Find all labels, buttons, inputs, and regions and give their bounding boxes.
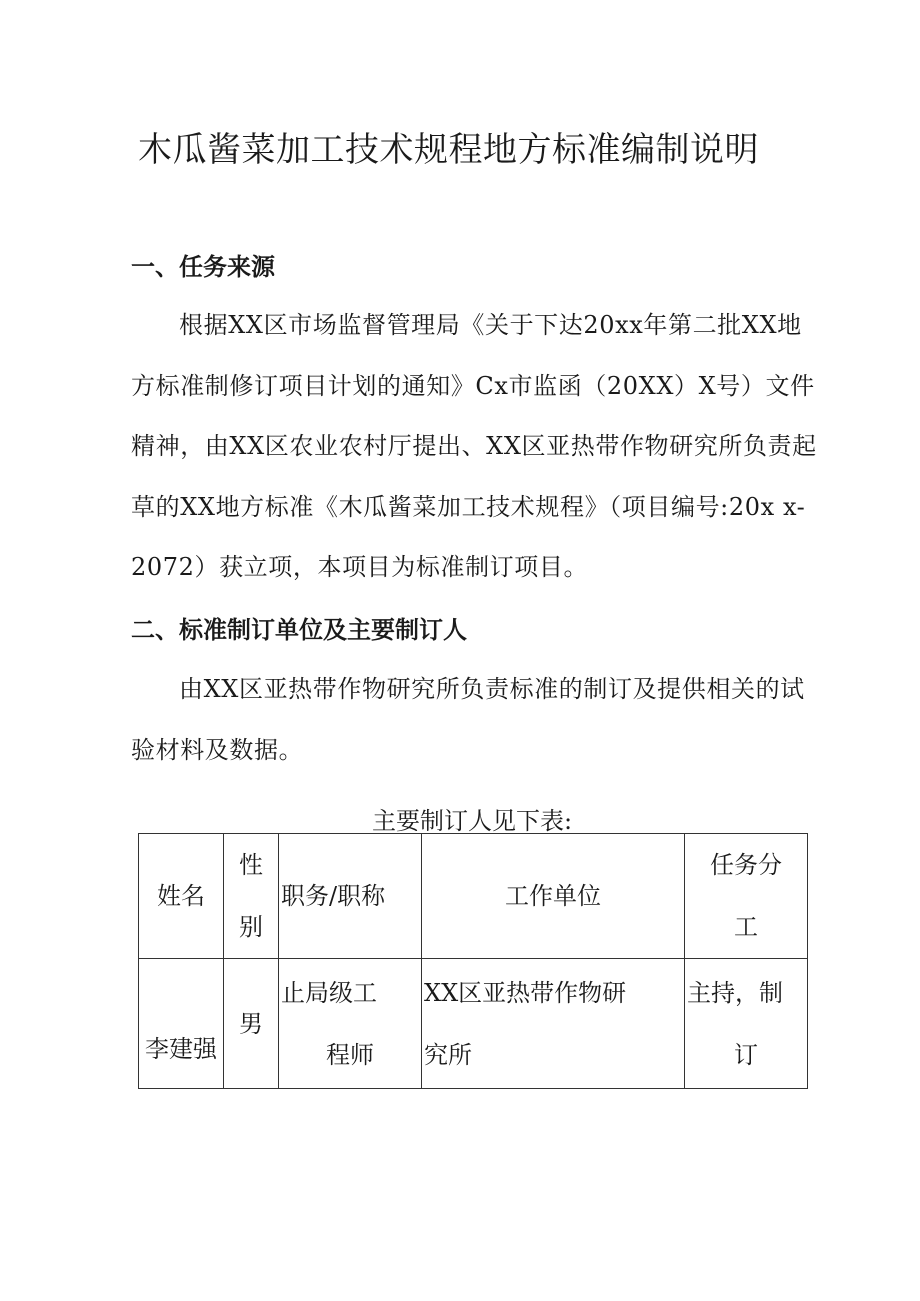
staff-table <box>138 833 808 1089</box>
cell-unit: XX区亚热带作物研 究所 <box>422 959 685 1089</box>
header-unit: 工作单位 <box>422 834 685 959</box>
cell-task: 主持，制 订 <box>685 959 808 1089</box>
section-body-task-source: 根据XX区市场监督管理局《关于下达20xx年第二批XX地方标准制修订项目计划的通知》Cx市监函（20XX）X号）文件精神，由XX区农业农村厅提出、XX区亚热带作物研究所负责起草的XX地方标准《木瓜酱菜加工技术规程》（项目编号:20x x-2072）获立项，本项目为标准制订项目。 <box>131 311 817 581</box>
header-name: 姓名 <box>139 834 224 959</box>
table-row <box>139 959 808 1089</box>
cell-position: 止局级工 程师 <box>279 959 422 1089</box>
table-caption: 主要制订人见下表: <box>371 807 573 835</box>
cell-gender: 男 <box>224 959 279 1089</box>
header-gender: 性 别 <box>224 834 279 959</box>
section-heading-drafting-unit: 二、标准制订单位及主要制订人 <box>131 616 467 644</box>
header-task: 任务分 工 <box>685 834 808 959</box>
header-position: 职务/职称 <box>279 834 422 959</box>
table-header-row <box>139 834 808 959</box>
section-heading-task-source: 一、任务来源 <box>131 253 275 281</box>
cell-name: 李建强 <box>139 959 224 1089</box>
document-title: 木瓜酱菜加工技术规程地方标准编制说明 <box>138 130 759 170</box>
section-body-drafting-unit: 由XX区亚热带作物研究所负责标准的制订及提供相关的试验材料及数据。 <box>131 675 805 764</box>
